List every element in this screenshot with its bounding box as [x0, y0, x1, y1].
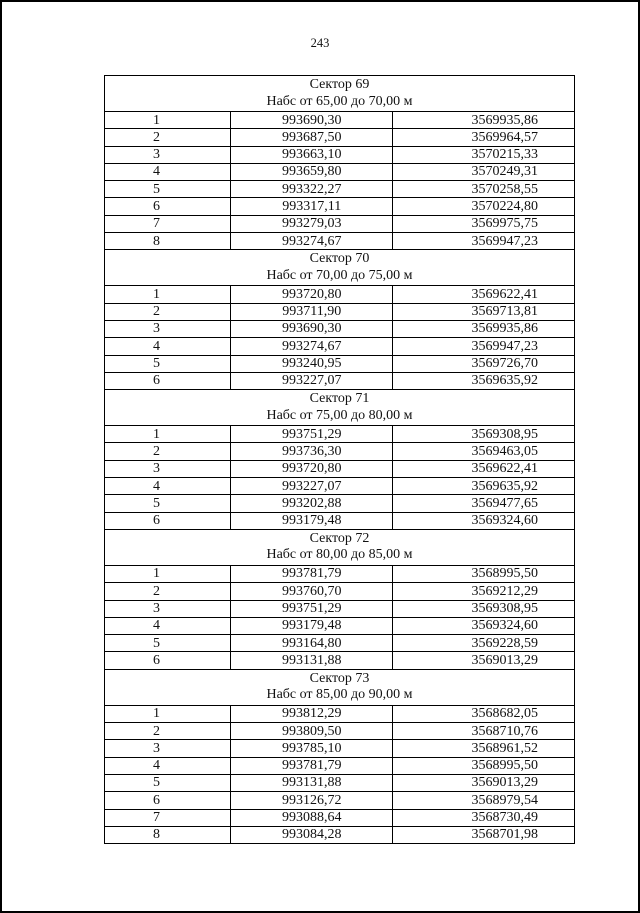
point-number-cell: 3 — [105, 600, 231, 617]
point-number-cell: 2 — [105, 129, 231, 146]
point-number-cell: 5 — [105, 355, 231, 372]
x-coordinate-cell: 993781,79 — [231, 565, 393, 582]
y-coordinate-cell: 3569935,86 — [393, 112, 575, 129]
x-coordinate-cell: 993720,80 — [231, 286, 393, 303]
sector-header — [105, 529, 575, 565]
point-number-cell: 4 — [105, 757, 231, 774]
sector-elevation-range: Набс от 80,00 до 85,00 м — [266, 547, 413, 563]
y-coordinate-cell: 3568682,05 — [393, 705, 575, 722]
x-coordinate-cell: 993809,50 — [231, 723, 393, 740]
sector-title: Сектор 71 — [309, 391, 370, 407]
y-coordinate-cell: 3568730,49 — [393, 809, 575, 826]
x-coordinate-cell: 993227,07 — [231, 372, 393, 389]
point-number-cell: 6 — [105, 512, 231, 529]
table-row — [105, 495, 575, 512]
table-row — [105, 460, 575, 477]
point-number-cell: 6 — [105, 198, 231, 215]
table-row — [105, 617, 575, 634]
point-number-cell: 5 — [105, 774, 231, 791]
table-row — [105, 355, 575, 372]
table-row — [105, 774, 575, 791]
sector-header-row — [105, 76, 575, 112]
table-row — [105, 129, 575, 146]
point-number-cell: 8 — [105, 826, 231, 843]
table-row — [105, 478, 575, 495]
x-coordinate-cell: 993760,70 — [231, 583, 393, 600]
table-row — [105, 303, 575, 320]
page-number: 243 — [310, 36, 330, 50]
table-row — [105, 215, 575, 232]
table-row — [105, 809, 575, 826]
table-row — [105, 600, 575, 617]
sector-header-row — [105, 250, 575, 286]
y-coordinate-cell: 3569622,41 — [393, 460, 575, 477]
x-coordinate-cell: 993781,79 — [231, 757, 393, 774]
y-coordinate-cell: 3569308,95 — [393, 426, 575, 443]
x-coordinate-cell: 993274,67 — [231, 233, 393, 250]
y-coordinate-cell: 3569013,29 — [393, 774, 575, 791]
y-coordinate-cell: 3569013,29 — [393, 652, 575, 669]
x-coordinate-cell: 993179,48 — [231, 512, 393, 529]
y-coordinate-cell: 3568961,52 — [393, 740, 575, 757]
table-row — [105, 112, 575, 129]
y-coordinate-cell: 3569947,23 — [393, 233, 575, 250]
x-coordinate-cell: 993227,07 — [231, 478, 393, 495]
table-row — [105, 565, 575, 582]
point-number-cell: 4 — [105, 617, 231, 634]
point-number-cell: 6 — [105, 372, 231, 389]
point-number-cell: 5 — [105, 181, 231, 198]
point-number-cell: 6 — [105, 792, 231, 809]
y-coordinate-cell: 3569463,05 — [393, 443, 575, 460]
x-coordinate-cell: 993663,10 — [231, 146, 393, 163]
point-number-cell: 3 — [105, 146, 231, 163]
y-coordinate-cell: 3570258,55 — [393, 181, 575, 198]
point-number-cell: 3 — [105, 740, 231, 757]
point-number-cell: 5 — [105, 495, 231, 512]
point-number-cell: 3 — [105, 460, 231, 477]
y-coordinate-cell: 3569324,60 — [393, 512, 575, 529]
table-row — [105, 181, 575, 198]
y-coordinate-cell: 3569308,95 — [393, 600, 575, 617]
y-coordinate-cell: 3570215,33 — [393, 146, 575, 163]
point-number-cell: 1 — [105, 565, 231, 582]
table-row — [105, 635, 575, 652]
point-number-cell: 1 — [105, 112, 231, 129]
sector-title: Сектор 73 — [309, 670, 370, 686]
x-coordinate-cell: 993131,88 — [231, 774, 393, 791]
x-coordinate-cell: 993659,80 — [231, 163, 393, 180]
x-coordinate-cell: 993690,30 — [231, 320, 393, 337]
x-coordinate-cell: 993690,30 — [231, 112, 393, 129]
sector-elevation-range: Набс от 70,00 до 75,00 м — [266, 267, 413, 283]
table-row — [105, 652, 575, 669]
y-coordinate-cell: 3568995,50 — [393, 565, 575, 582]
point-number-cell: 4 — [105, 478, 231, 495]
y-coordinate-cell: 3569324,60 — [393, 617, 575, 634]
x-coordinate-cell: 993317,11 — [231, 198, 393, 215]
x-coordinate-cell: 993812,29 — [231, 705, 393, 722]
table-row — [105, 792, 575, 809]
x-coordinate-cell: 993088,64 — [231, 809, 393, 826]
y-coordinate-cell: 3568701,98 — [393, 826, 575, 843]
table-row — [105, 723, 575, 740]
table-row — [105, 443, 575, 460]
y-coordinate-cell: 3568995,50 — [393, 757, 575, 774]
coordinates-table-body — [105, 76, 575, 844]
x-coordinate-cell: 993751,29 — [231, 426, 393, 443]
y-coordinate-cell: 3569212,29 — [393, 583, 575, 600]
table-row — [105, 286, 575, 303]
x-coordinate-cell: 993736,30 — [231, 443, 393, 460]
y-coordinate-cell: 3568979,54 — [393, 792, 575, 809]
point-number-cell: 6 — [105, 652, 231, 669]
point-number-cell: 2 — [105, 303, 231, 320]
table-row — [105, 146, 575, 163]
sector-title: Сектор 72 — [309, 530, 370, 546]
point-number-cell: 1 — [105, 705, 231, 722]
x-coordinate-cell: 993785,10 — [231, 740, 393, 757]
table-row — [105, 163, 575, 180]
x-coordinate-cell: 993240,95 — [231, 355, 393, 372]
y-coordinate-cell: 3569635,92 — [393, 478, 575, 495]
y-coordinate-cell: 3569635,92 — [393, 372, 575, 389]
sector-elevation-range: Набс от 65,00 до 70,00 м — [266, 93, 413, 109]
coordinates-table — [104, 75, 575, 844]
point-number-cell: 2 — [105, 583, 231, 600]
x-coordinate-cell: 993687,50 — [231, 129, 393, 146]
x-coordinate-cell: 993084,28 — [231, 826, 393, 843]
table-row — [105, 826, 575, 843]
sector-elevation-range: Набс от 75,00 до 80,00 м — [266, 407, 413, 423]
y-coordinate-cell: 3569228,59 — [393, 635, 575, 652]
table-row — [105, 372, 575, 389]
sector-elevation-range: Набс от 85,00 до 90,00 м — [266, 687, 413, 703]
point-number-cell: 2 — [105, 443, 231, 460]
table-row — [105, 583, 575, 600]
x-coordinate-cell: 993720,80 — [231, 460, 393, 477]
point-number-cell: 7 — [105, 215, 231, 232]
sector-header — [105, 390, 575, 426]
point-number-cell: 3 — [105, 320, 231, 337]
x-coordinate-cell: 993131,88 — [231, 652, 393, 669]
table-row — [105, 426, 575, 443]
sector-header — [105, 250, 575, 286]
x-coordinate-cell: 993202,88 — [231, 495, 393, 512]
point-number-cell: 4 — [105, 338, 231, 355]
sector-title: Сектор 69 — [309, 77, 370, 92]
x-coordinate-cell: 993179,48 — [231, 617, 393, 634]
table-row — [105, 233, 575, 250]
x-coordinate-cell: 993711,90 — [231, 303, 393, 320]
point-number-cell: 8 — [105, 233, 231, 250]
table-row — [105, 705, 575, 722]
y-coordinate-cell: 3569964,57 — [393, 129, 575, 146]
sector-header-row — [105, 669, 575, 705]
point-number-cell: 4 — [105, 163, 231, 180]
sector-title: Сектор 70 — [309, 251, 370, 267]
table-row — [105, 512, 575, 529]
point-number-cell: 5 — [105, 635, 231, 652]
x-coordinate-cell: 993274,67 — [231, 338, 393, 355]
x-coordinate-cell: 993322,27 — [231, 181, 393, 198]
y-coordinate-cell: 3569935,86 — [393, 320, 575, 337]
y-coordinate-cell: 3570249,31 — [393, 163, 575, 180]
sector-header-row — [105, 529, 575, 565]
sector-header — [105, 76, 575, 112]
x-coordinate-cell: 993164,80 — [231, 635, 393, 652]
point-number-cell: 1 — [105, 286, 231, 303]
x-coordinate-cell: 993751,29 — [231, 600, 393, 617]
y-coordinate-cell: 3568710,76 — [393, 723, 575, 740]
table-row — [105, 198, 575, 215]
y-coordinate-cell: 3569975,75 — [393, 215, 575, 232]
point-number-cell: 1 — [105, 426, 231, 443]
y-coordinate-cell: 3569726,70 — [393, 355, 575, 372]
table-row — [105, 740, 575, 757]
x-coordinate-cell: 993126,72 — [231, 792, 393, 809]
sector-header — [105, 669, 575, 705]
point-number-cell: 2 — [105, 723, 231, 740]
table-row — [105, 338, 575, 355]
table-row — [105, 757, 575, 774]
y-coordinate-cell: 3570224,80 — [393, 198, 575, 215]
y-coordinate-cell: 3569477,65 — [393, 495, 575, 512]
sector-header-row — [105, 390, 575, 426]
point-number-cell: 7 — [105, 809, 231, 826]
x-coordinate-cell: 993279,03 — [231, 215, 393, 232]
y-coordinate-cell: 3569622,41 — [393, 286, 575, 303]
table-row — [105, 320, 575, 337]
y-coordinate-cell: 3569713,81 — [393, 303, 575, 320]
y-coordinate-cell: 3569947,23 — [393, 338, 575, 355]
